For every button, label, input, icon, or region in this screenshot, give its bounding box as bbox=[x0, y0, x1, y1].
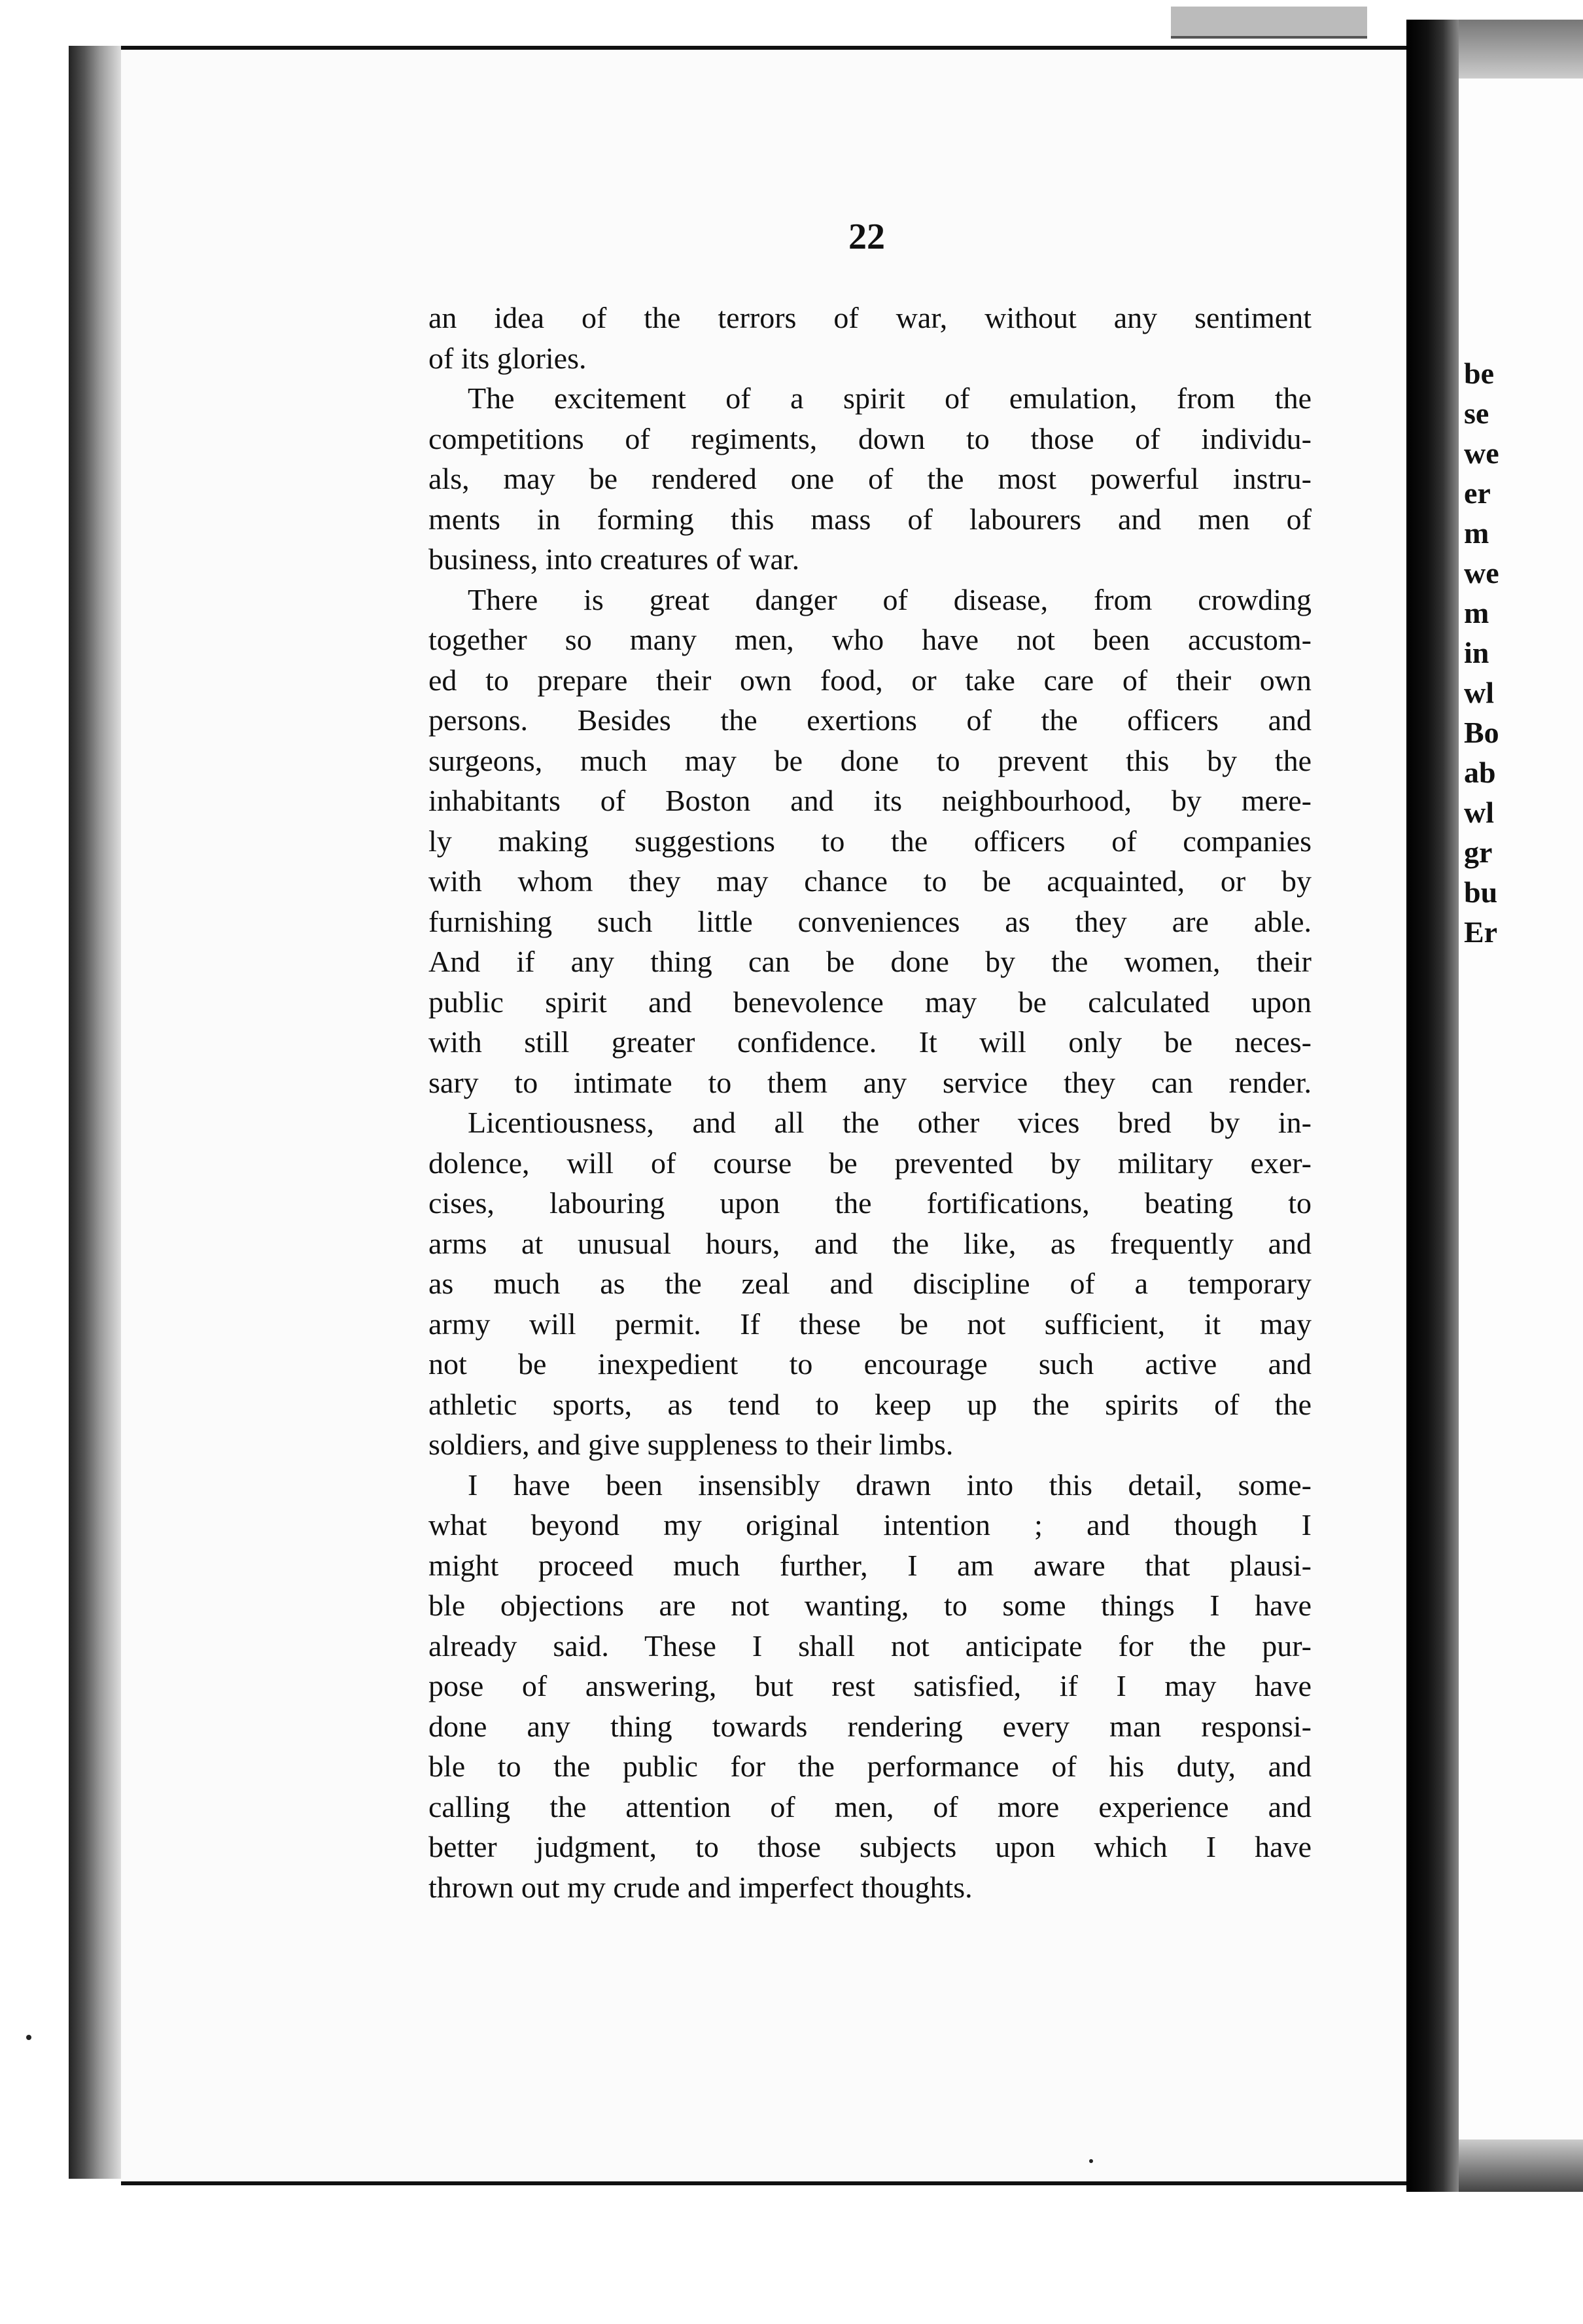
text-line: of its glories. bbox=[428, 341, 587, 375]
facing-page-fragment: Er bbox=[1464, 915, 1498, 949]
text-line: thrown out my crude and imperfect thoughts. bbox=[428, 1870, 973, 1904]
text-line: pose of answering, but rest satisfied, if I may have bbox=[428, 1669, 1312, 1702]
facing-page-fragment: se bbox=[1464, 396, 1489, 430]
text-line: might proceed much further, I am aware that plausi- bbox=[428, 1548, 1312, 1582]
text-line: soldiers, and give suppleness to their limbs. bbox=[428, 1428, 954, 1461]
text-line: The excitement of a spirit of emulation, from the bbox=[468, 381, 1312, 415]
text-line: athletic sports, as tend to keep up the spirits of the bbox=[428, 1387, 1312, 1421]
facing-page-fragment: we bbox=[1464, 556, 1499, 590]
facing-page-fragment: be bbox=[1464, 357, 1494, 390]
facing-page-fragment: m bbox=[1464, 596, 1489, 629]
text-line: as much as the zeal and discipline of a temporary bbox=[428, 1267, 1312, 1300]
text-line: ly making suggestions to the officers of companies bbox=[428, 824, 1312, 858]
text-line: I have been insensibly drawn into this detail, some- bbox=[468, 1468, 1312, 1502]
facing-page-fragment: m bbox=[1464, 516, 1489, 550]
text-line: There is great danger of disease, from crowding bbox=[468, 582, 1312, 616]
text-line: ments in forming this mass of labourers and men of bbox=[428, 502, 1312, 536]
text-line: And if any thing can be done by the women, their bbox=[428, 945, 1312, 978]
text-line: furnishing such little conveniences as they are able. bbox=[428, 904, 1312, 938]
facing-page-fragment: in bbox=[1464, 636, 1489, 669]
text-line: public spirit and benevolence may be calculated upon bbox=[428, 985, 1312, 1019]
text-line: competitions of regiments, down to those of individu- bbox=[428, 421, 1312, 455]
text-line: als, may be rendered one of the most powerful instru- bbox=[428, 462, 1312, 495]
text-line: inhabitants of Boston and its neighbourhood, by mere- bbox=[428, 784, 1312, 817]
text-line: arms at unusual hours, and the like, as frequently and bbox=[428, 1226, 1312, 1260]
facing-page-fragment: gr bbox=[1464, 836, 1493, 869]
facing-page-fragment: wl bbox=[1464, 796, 1494, 829]
page-text-body bbox=[428, 298, 1312, 1907]
text-line: persons. Besides the exertions of the officers and bbox=[428, 703, 1312, 737]
facing-page-bottom-shadow bbox=[1459, 2139, 1583, 2192]
text-line: surgeons, much may be done to prevent this by the bbox=[428, 743, 1312, 777]
facing-page-fragment: Bo bbox=[1464, 716, 1499, 749]
text-line: ble to the public for the performance of his duty, and bbox=[428, 1750, 1312, 1783]
text-line: already said. These I shall not anticipate for the pur- bbox=[428, 1629, 1312, 1663]
text-line: dolence, will of course be prevented by military exer- bbox=[428, 1146, 1312, 1180]
text-line: calling the attention of men, of more experience and bbox=[428, 1789, 1312, 1823]
facing-page-fragment: er bbox=[1464, 476, 1491, 510]
book-spine-shadow bbox=[1406, 20, 1459, 2192]
text-line: ed to prepare their own food, or take care of their own bbox=[428, 663, 1312, 697]
text-line: with still greater confidence. It will only be neces- bbox=[428, 1025, 1312, 1059]
text-line: Licentiousness, and all the other vices bred by in- bbox=[468, 1106, 1312, 1139]
page-number: 22 bbox=[848, 217, 885, 257]
text-line: sary to intimate to them any service they can render. bbox=[428, 1065, 1312, 1099]
scan-paper-scrap bbox=[1171, 7, 1367, 39]
text-line: better judgment, to those subjects upon which I have bbox=[428, 1830, 1312, 1863]
facing-page-fragment: bu bbox=[1464, 875, 1498, 909]
facing-page-fragment: we bbox=[1464, 436, 1499, 470]
text-line: an idea of the terrors of war, without any sentiment bbox=[428, 301, 1312, 334]
text-line: army will permit. If these be not sufficient, it may bbox=[428, 1307, 1312, 1341]
text-line: business, into creatures of war. bbox=[428, 542, 800, 576]
facing-page-fragment: wl bbox=[1464, 676, 1494, 709]
text-line: together so many men, who have not been accustom- bbox=[428, 623, 1312, 656]
text-line: not be inexpedient to encourage such active and bbox=[428, 1347, 1312, 1381]
scan-speck bbox=[26, 2035, 31, 2040]
facing-page-fragment: ab bbox=[1464, 756, 1496, 789]
scan-left-edge bbox=[69, 46, 121, 2179]
facing-page-top-shadow bbox=[1459, 20, 1583, 79]
facing-page-edge bbox=[1459, 20, 1583, 2192]
scan-speck bbox=[1089, 2159, 1093, 2163]
facing-page-text-fragments bbox=[1459, 353, 1583, 952]
text-line: done any thing towards rendering every man responsi- bbox=[428, 1709, 1312, 1743]
text-line: cises, labouring upon the fortifications, beating to bbox=[428, 1186, 1312, 1220]
text-line: what beyond my original intention ; and though I bbox=[428, 1508, 1312, 1541]
text-line: with whom they may chance to be acquainted, or by bbox=[428, 864, 1312, 898]
text-line: ble objections are not wanting, to some things I have bbox=[428, 1589, 1312, 1622]
